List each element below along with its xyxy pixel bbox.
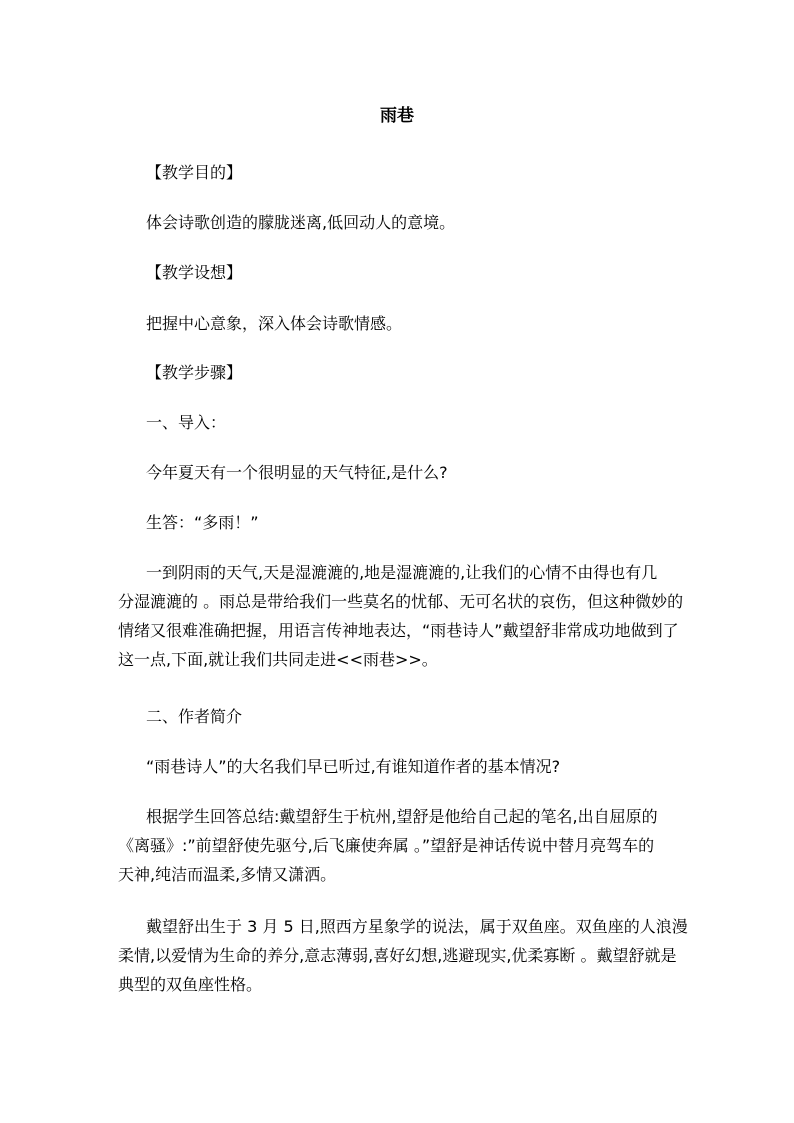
page-title: 雨巷 bbox=[380, 106, 414, 126]
paragraph-line: 柔情,以爱情为生命的养分,意志薄弱,喜好幻想,逃避现实,优柔寡断 。戴望舒就是 bbox=[118, 946, 677, 965]
step1-heading: 一、导入： bbox=[146, 413, 227, 432]
paragraph-author bbox=[118, 802, 678, 889]
paragraph-line: 分湿漉漉的 。雨总是带给我们一些莫名的忧郁、无可名状的哀伤，但这种微妙的 bbox=[118, 592, 684, 611]
step2-question: “雨巷诗人”的大名我们早已听过,有谁知道作者的基本情况? bbox=[146, 757, 561, 776]
step1-question: 今年夏天有一个很明显的天气特征,是什么? bbox=[146, 463, 448, 482]
paragraph-pisces bbox=[118, 912, 688, 999]
paragraph-line: 情绪又很难准确把握，用语言传神地表达，“雨巷诗人”戴望舒非常成功地做到了 bbox=[118, 621, 679, 640]
paragraph-line: 一到阴雨的天气,天是湿漉漉的,地是湿漉漉的,让我们的心情不由得也有几 bbox=[146, 563, 658, 582]
paragraph-line: 根据学生回答总结:戴望舒生于杭州,望舒是他给自己起的笔名,出自屈原的 bbox=[146, 807, 658, 826]
paragraph-line: 典型的双鱼座性格。 bbox=[118, 975, 263, 994]
idea-heading: 【教学设想】 bbox=[146, 263, 243, 282]
goal-text: 体会诗歌创造的朦胧迷离,低回动人的意境。 bbox=[146, 213, 456, 232]
paragraph-line: 戴望舒出生于 3 月 5 日,照西方星象学的说法，属于双鱼座。双鱼座的人浪漫 bbox=[146, 917, 688, 936]
paragraph-line: 天神,纯洁而温柔,多情又潇洒。 bbox=[118, 865, 337, 884]
step1-answer: 生答：“多雨！” bbox=[146, 513, 259, 532]
idea-text: 把握中心意象，深入体会诗歌情感。 bbox=[146, 314, 403, 333]
paragraph-line: 这一点,下面,就让我们共同走进<<雨巷>>。 bbox=[118, 650, 438, 669]
goal-heading: 【教学目的】 bbox=[146, 163, 243, 182]
step2-heading: 二、作者简介 bbox=[146, 707, 243, 726]
paragraph-intro bbox=[118, 558, 684, 674]
steps-heading: 【教学步骤】 bbox=[146, 363, 243, 382]
paragraph-line: 《离骚》:”前望舒使先驱兮,后飞廉使奔属 。”望舒是神话传说中替月亮驾车的 bbox=[118, 836, 655, 855]
